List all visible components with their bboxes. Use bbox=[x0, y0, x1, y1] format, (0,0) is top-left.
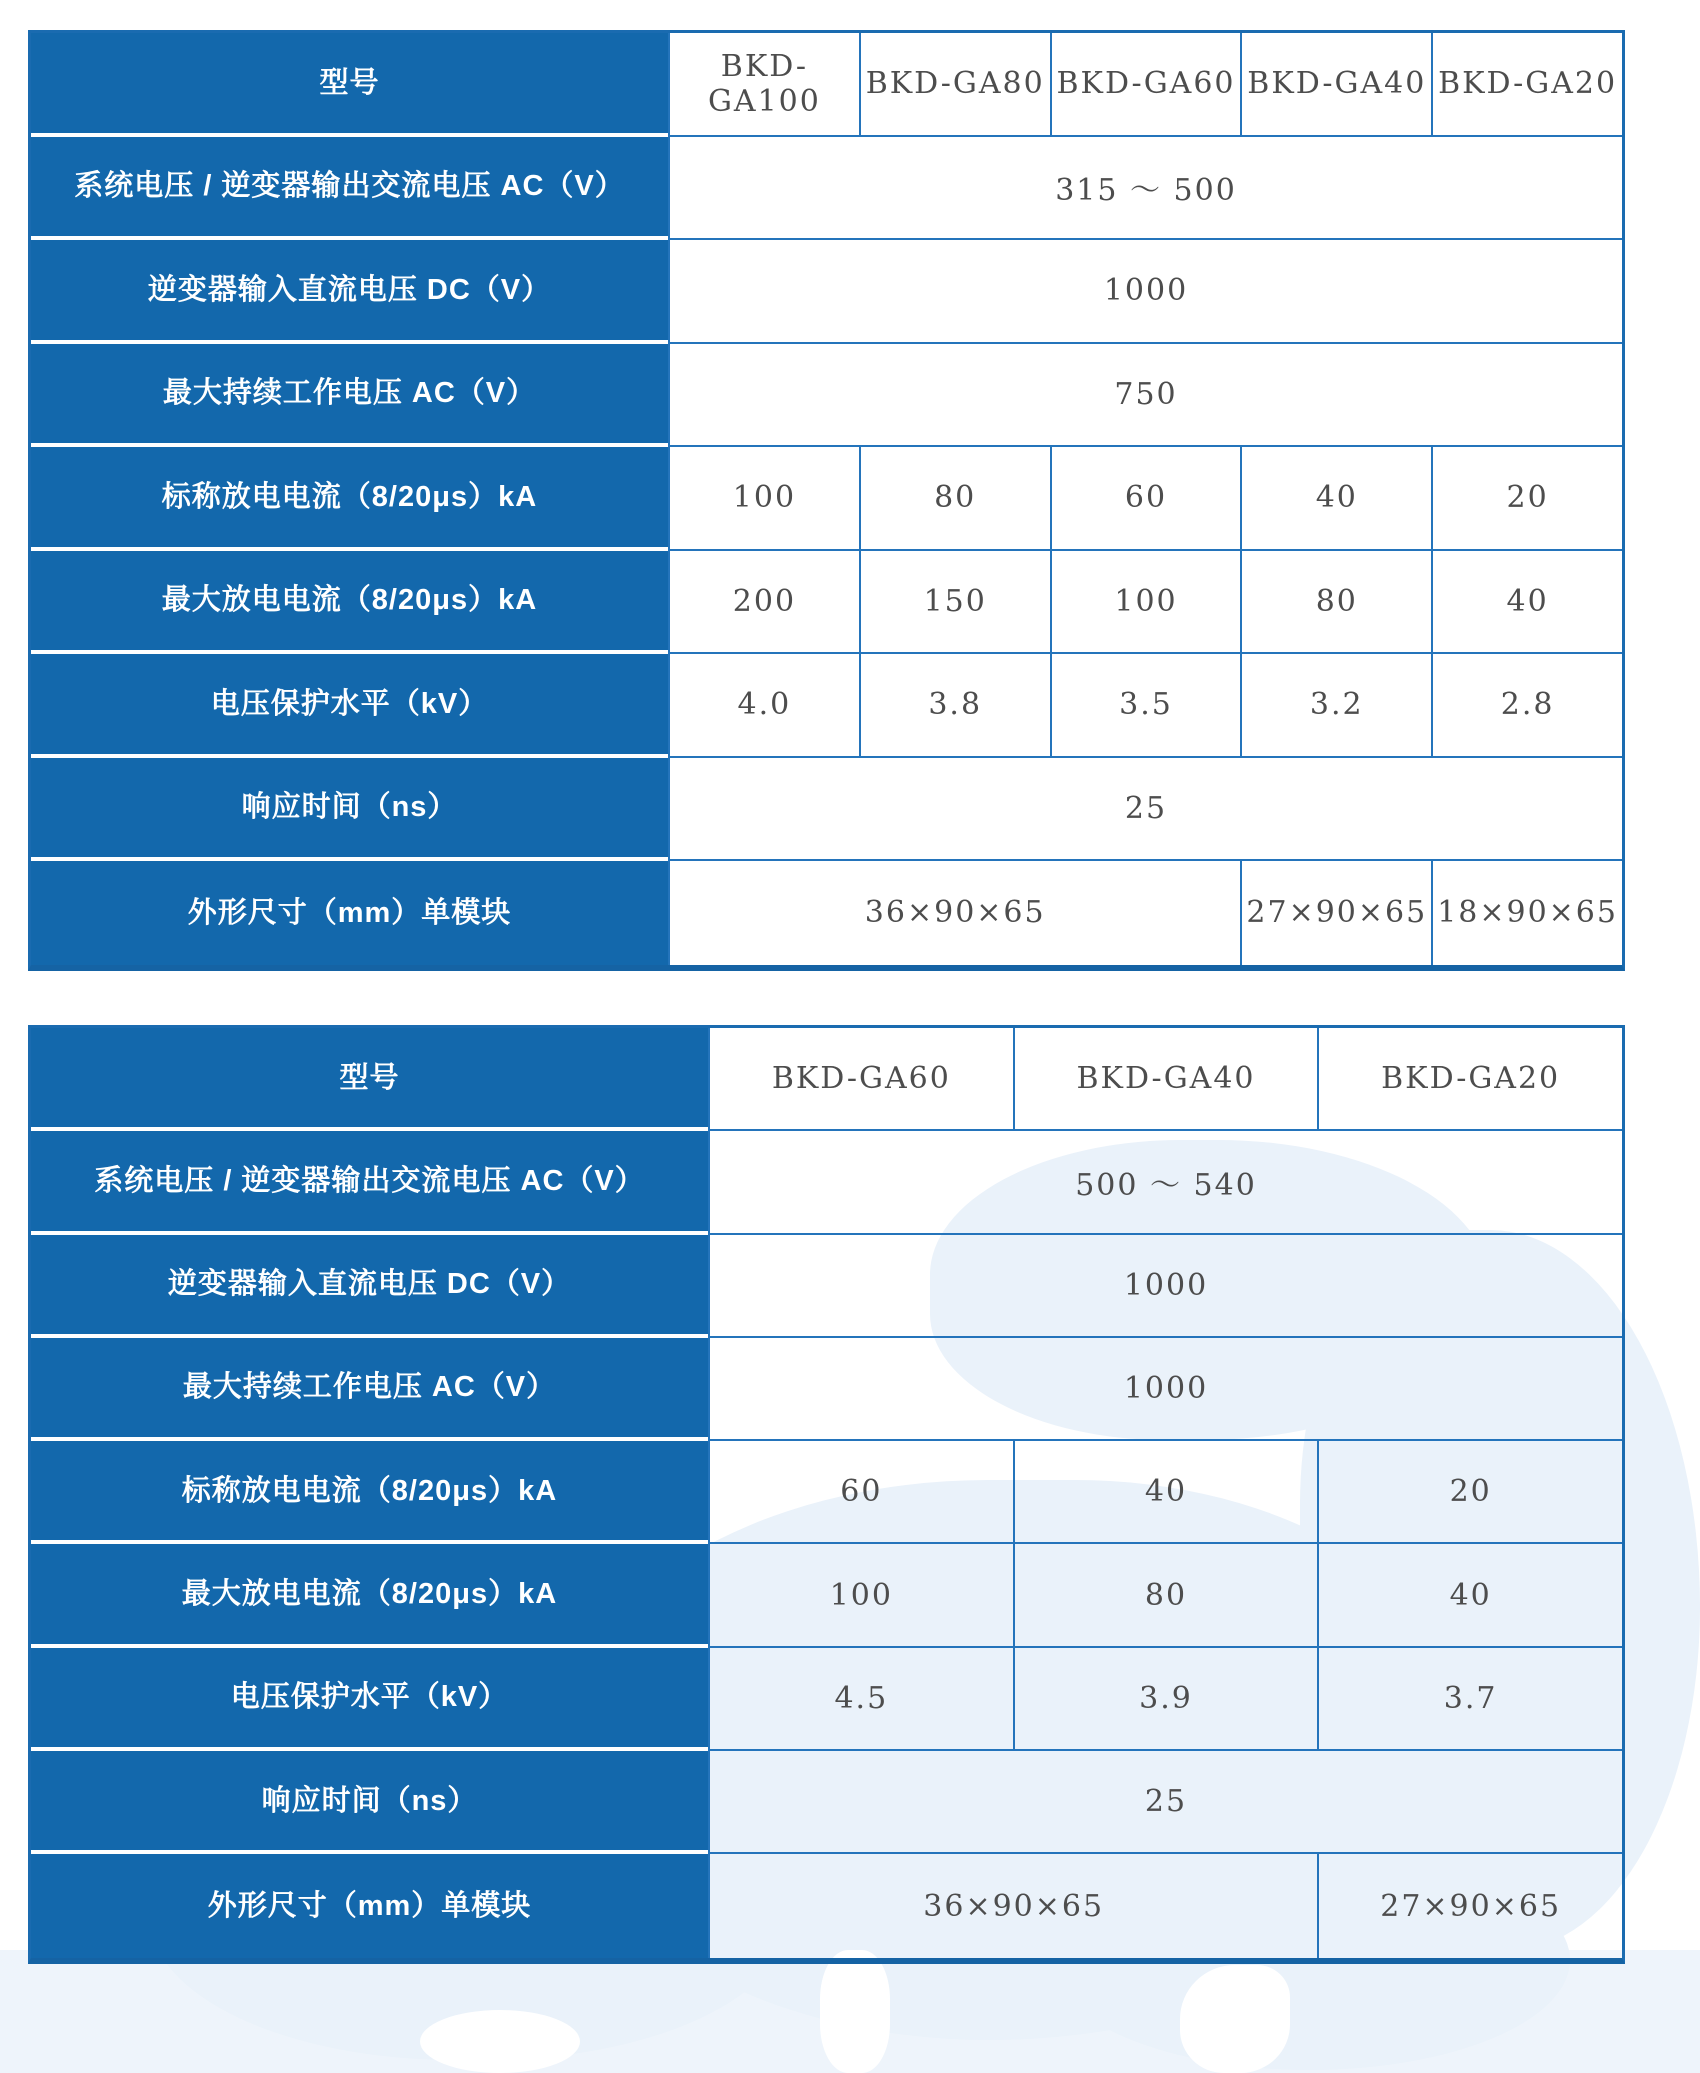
spec-value-cell: 80 bbox=[859, 447, 1050, 551]
spec-value-cell: 100 bbox=[708, 1544, 1013, 1647]
spec-value-cell: 36×90×65 bbox=[668, 861, 1240, 965]
spec-value-cell: 36×90×65 bbox=[708, 1854, 1317, 1957]
spec-value-cell: 40 bbox=[1431, 551, 1622, 655]
spec-row-label-max-discharge-current: 最大放电电流（8/20μs）kA bbox=[31, 551, 668, 655]
spec-row-label-inverter-dc-voltage: 逆变器输入直流电压 DC（V） bbox=[31, 1235, 708, 1338]
spec-row-label-max-discharge-current: 最大放电电流（8/20μs）kA bbox=[31, 1544, 708, 1647]
spec-row-label-voltage-protection-level: 电压保护水平（kV） bbox=[31, 1648, 708, 1751]
model-name-cell: BKD-GA20 bbox=[1317, 1028, 1622, 1131]
spec-value-cell: 200 bbox=[668, 551, 859, 655]
spec-row-label-dimensions: 外形尺寸（mm）单模块 bbox=[31, 861, 668, 965]
spec-value-cell: 27×90×65 bbox=[1317, 1854, 1622, 1957]
spec-value-cell: 500 ～ 540 bbox=[708, 1131, 1622, 1234]
model-name-cell: BKD-GA40 bbox=[1013, 1028, 1318, 1131]
spec-value-cell: 20 bbox=[1431, 447, 1622, 551]
spec-value-cell: 60 bbox=[1050, 447, 1241, 551]
spec-value-cell: 1000 bbox=[668, 240, 1622, 344]
model-name-cell: BKD-GA60 bbox=[708, 1028, 1013, 1131]
spec-value-cell: 4.5 bbox=[708, 1648, 1013, 1751]
spec-row-label-dimensions: 外形尺寸（mm）单模块 bbox=[31, 1854, 708, 1957]
spec-row-label-max-continuous-ac-voltage: 最大持续工作电压 AC（V） bbox=[31, 1338, 708, 1441]
spec-row-label-model: 型号 bbox=[31, 33, 668, 137]
spec-row-label-system-ac-voltage: 系统电压 / 逆变器输出交流电压 AC（V） bbox=[31, 1131, 708, 1234]
spec-value-cell: 3.8 bbox=[859, 654, 1050, 758]
spec-value-cell: 3.9 bbox=[1013, 1648, 1318, 1751]
spec-row-label-model: 型号 bbox=[31, 1028, 708, 1131]
spec-value-cell: 3.5 bbox=[1050, 654, 1241, 758]
model-name-cell: BKD-GA20 bbox=[1431, 33, 1622, 137]
spec-value-cell: 100 bbox=[668, 447, 859, 551]
spec-value-cell: 20 bbox=[1317, 1441, 1622, 1544]
spec-row-label-inverter-dc-voltage: 逆变器输入直流电压 DC（V） bbox=[31, 240, 668, 344]
model-name-cell: BKD-GA40 bbox=[1240, 33, 1431, 137]
spec-value-cell: 60 bbox=[708, 1441, 1013, 1544]
spec-value-cell: 27×90×65 bbox=[1240, 861, 1431, 965]
model-name-cell: BKD-GA60 bbox=[1050, 33, 1241, 137]
spec-value-cell: 315 ～ 500 bbox=[668, 137, 1622, 241]
spec-value-cell: 3.7 bbox=[1317, 1648, 1622, 1751]
spec-table-500-540 bbox=[28, 1025, 1625, 1964]
model-name-cell: BKD-GA80 bbox=[859, 33, 1050, 137]
spec-row-label-system-ac-voltage: 系统电压 / 逆变器输出交流电压 AC（V） bbox=[31, 137, 668, 241]
spec-value-cell: 100 bbox=[1050, 551, 1241, 655]
spec-value-cell: 80 bbox=[1240, 551, 1431, 655]
spec-row-label-response-time: 响应时间（ns） bbox=[31, 758, 668, 862]
spec-value-cell: 2.8 bbox=[1431, 654, 1622, 758]
spec-value-cell: 3.2 bbox=[1240, 654, 1431, 758]
spec-row-label-nominal-discharge-current: 标称放电电流（8/20μs）kA bbox=[31, 447, 668, 551]
watermark-white-blob bbox=[420, 2010, 580, 2073]
spec-value-cell: 150 bbox=[859, 551, 1050, 655]
spec-value-cell: 1000 bbox=[708, 1338, 1622, 1441]
spec-row-label-max-continuous-ac-voltage: 最大持续工作电压 AC（V） bbox=[31, 344, 668, 448]
spec-row-label-nominal-discharge-current: 标称放电电流（8/20μs）kA bbox=[31, 1441, 708, 1544]
spec-value-cell: 750 bbox=[668, 344, 1622, 448]
spec-value-cell: 1000 bbox=[708, 1235, 1622, 1338]
model-name-cell: BKD-GA100 bbox=[668, 33, 859, 137]
spec-table-315-500 bbox=[28, 30, 1625, 971]
watermark-white-blob bbox=[820, 1950, 890, 2073]
spec-row-label-voltage-protection-level: 电压保护水平（kV） bbox=[31, 654, 668, 758]
spec-row-label-response-time: 响应时间（ns） bbox=[31, 1751, 708, 1854]
spec-value-cell: 80 bbox=[1013, 1544, 1318, 1647]
spec-value-cell: 25 bbox=[708, 1751, 1622, 1854]
spec-value-cell: 40 bbox=[1317, 1544, 1622, 1647]
spec-value-cell: 4.0 bbox=[668, 654, 859, 758]
spec-value-cell: 40 bbox=[1013, 1441, 1318, 1544]
spec-value-cell: 18×90×65 bbox=[1431, 861, 1622, 965]
spec-value-cell: 25 bbox=[668, 758, 1622, 862]
spec-value-cell: 40 bbox=[1240, 447, 1431, 551]
watermark-white-blob bbox=[1180, 1965, 1290, 2073]
